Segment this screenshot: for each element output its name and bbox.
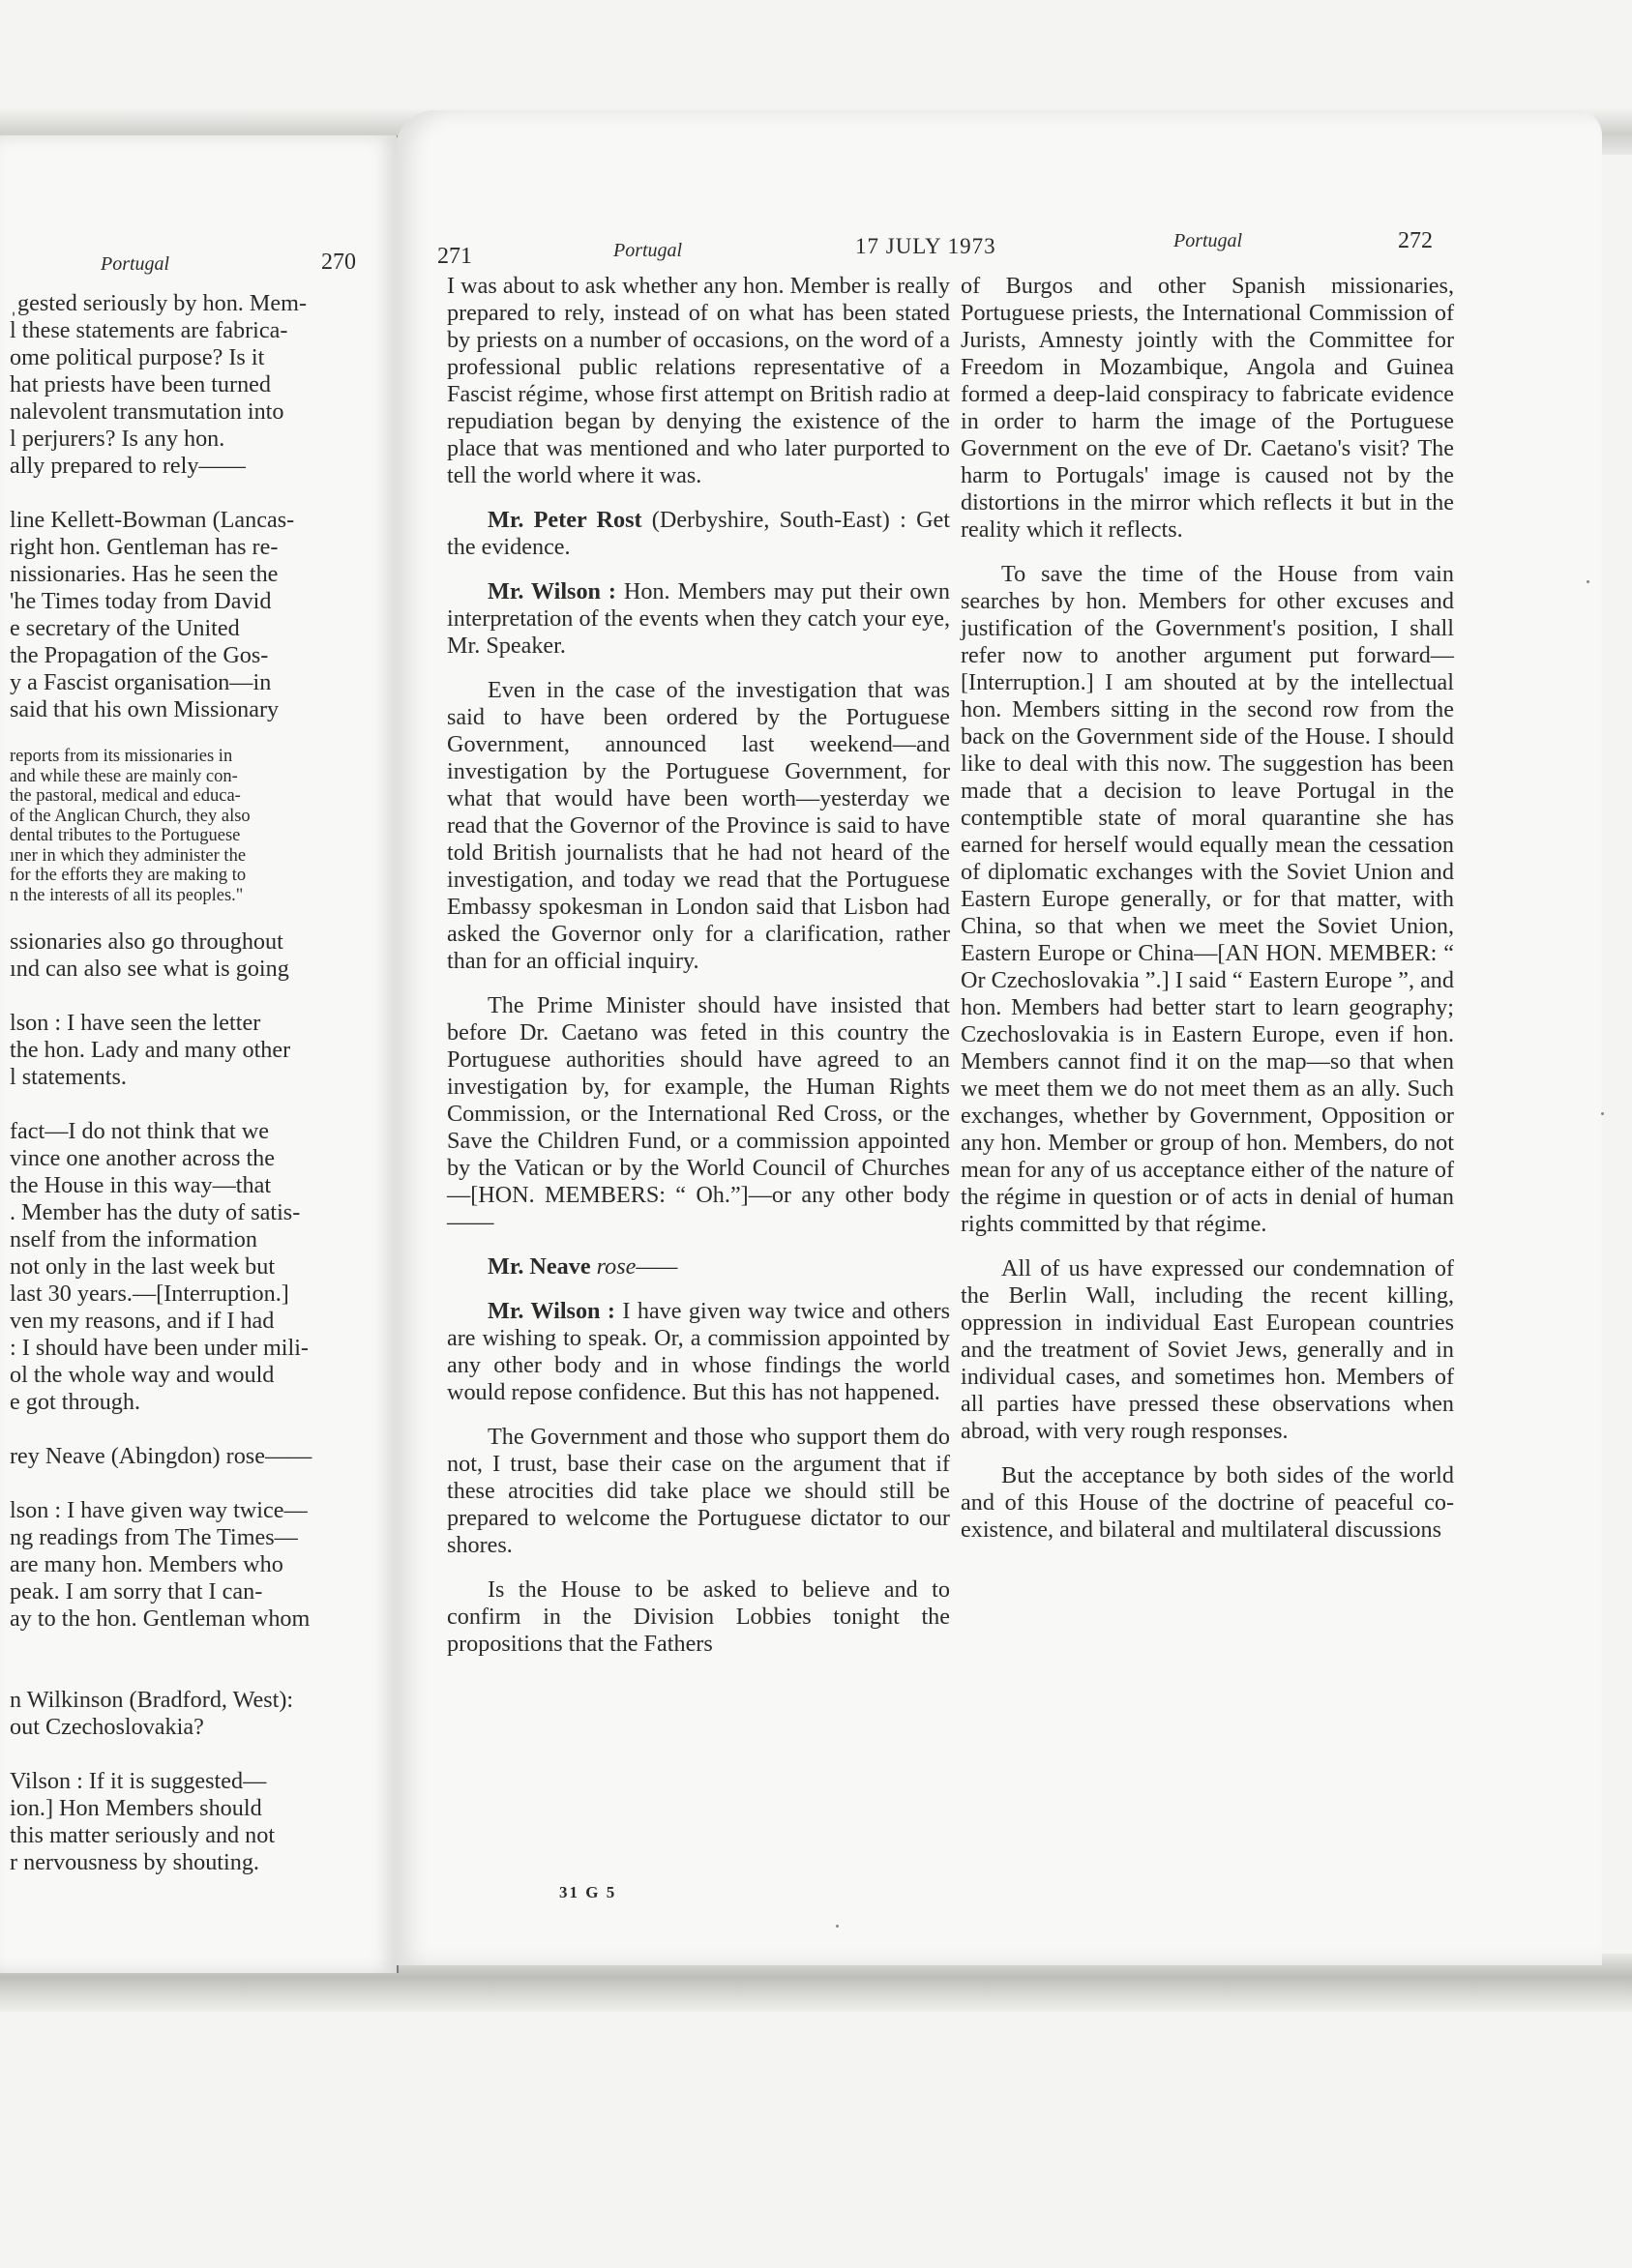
body-paragraph: The Prime Minister should have insisted that before Dr. Caetano was feted in this country the Portuguese authorities should have agreed to an investigation by, for example, the Human Rights Commission, or the International Red Cross, or the Save the Children Fund, or a commission appointed by the Vatican or by the World Council of Churches—[HON. MEMBERS: “ Oh.”]—or any other body—— (447, 992, 950, 1235)
right-page-left-section: Portugal (613, 240, 683, 261)
left-page-line: this matter seriously and not (10, 1822, 276, 1848)
left-page-line (10, 1470, 382, 1497)
scan-speck (1601, 1112, 1604, 1115)
left-page-line: ay to the hon. Gentleman whom (10, 1605, 311, 1632)
right-page-left-number: 271 (437, 244, 472, 269)
speaker-paragraph (447, 1253, 950, 1281)
body-paragraph: All of us have expressed our condemnation of the Berlin Wall, including the recent killing, oppression in individual East European countries and the treatment of Soviet Jews, generally and in individual cases, and sometimes hon. Members of all parties have pressed these observations when abroad, with very rough responses. (961, 1255, 1454, 1444)
left-page-line: ion.] Hon Members should (10, 1795, 262, 1821)
left-page-line: lson : I have given way twice— (10, 1497, 308, 1523)
left-page-line: peak. I am sorry that I can- (10, 1578, 263, 1605)
left-page-line: 'he Times today from David (10, 588, 272, 614)
left-page-line: ˌgested seriously by hon. Mem- (10, 290, 307, 316)
left-page-section-title: Portugal (101, 253, 170, 275)
left-page-line: n Wilkinson (Bradford, West): (10, 1687, 294, 1713)
hansard-column-271 (447, 273, 950, 1675)
left-page-line: the pastoral, medical and educa- (10, 786, 241, 806)
left-page-line: ng readings from The Times— (10, 1524, 298, 1550)
scan-speck (836, 1925, 839, 1928)
left-page-line (10, 1416, 382, 1443)
left-page-line: line Kellett-Bowman (Lancas- (10, 507, 295, 533)
left-page-line (10, 480, 382, 507)
left-page-line: nself from the information (10, 1226, 257, 1252)
right-page-right-section: Portugal (1173, 230, 1243, 251)
left-page-line: ınd can also see what is going (10, 956, 289, 982)
left-page-line: fact—I do not think that we (10, 1118, 270, 1144)
speaker-text: rose—— (590, 1253, 678, 1280)
left-page-line: out Czechoslovakia? (10, 1714, 204, 1740)
speaker-text: Hon. Members may put their own interpretation of the events when they catch your eye, Mr. Speaker. (447, 578, 950, 659)
left-page-line: said that his own Missionary (10, 696, 280, 722)
body-paragraph: Is the House to be asked to believe and to confirm in the Division Lobbies tonight the propositions that the Fathers (447, 1576, 950, 1657)
speaker-paragraph (447, 507, 950, 561)
speaker-name: Mr. Wilson : (488, 578, 616, 604)
left-page-line: e secretary of the United (10, 615, 240, 641)
left-page-line (10, 1741, 382, 1768)
speaker-text: I have given way twice and others are wishing to speak. Or, a commission appointed by any other body and in whose findings the world would repose confidence. But this has not happened. (447, 1298, 950, 1405)
left-page-line: e got through. (10, 1389, 141, 1415)
body-paragraph: But the acceptance by both sides of the world and of this House of the doctrine of peaceful co-existence, and bilateral and multilateral discussions (961, 1462, 1454, 1543)
scan-speck (1587, 580, 1589, 583)
left-page-line: of the Anglican Church, they also (10, 806, 251, 826)
left-page-line: l perjurers? Is any hon. (10, 426, 225, 452)
left-page-line: ally prepared to rely—— (10, 453, 246, 479)
left-page-line: rey Neave (Abingdon) rose—— (10, 1443, 312, 1469)
left-page-line: vince one another across the (10, 1145, 276, 1171)
left-page-line: ome political purpose? Is it (10, 344, 265, 370)
left-page-line: nissionaries. Has he seen the (10, 561, 279, 587)
left-page-line: not only in the last week but (10, 1253, 276, 1280)
speaker-name: Mr. Wilson : (488, 1298, 615, 1324)
left-page-line: ıner in which they administer the (10, 845, 247, 866)
body-paragraph: To save the time of the House from vain searches by hon. Members for other excuses and justification of the Government's position, I shall refer now to another argument put forward—[Interruption.] I am shouted at by the intellectual hon. Members sitting in the second row from the back on the Government side of the House. I should like to deal with this now. The suggestion has been made that a decision to leave Portugal in the contemptible state of moral quarantine she has earned for herself would equally mean the cessation of diplomatic exchanges with the Soviet Union and Eastern Europe generally, or for that matter, with China, so that when we meet the Soviet Union, Eastern Europe or China—[AN HON. MEMBER: “ Or Czechoslovakia ”.] I said “ Eastern Europe ”, and hon. Members had better start to learn geography; Czechoslovakia is in Eastern Europe, even if hon. Members cannot find it on the map—so that when we meet them we do not meet them as an ally. Such exchanges, whether by Government, Opposition or any hon. Member or group of hon. Members, do not mean for any of us acceptance either of the nature of the régime in question or of acts in denial of human rights committed by that régime. (961, 561, 1454, 1237)
left-page-line: . Member has the duty of satis- (10, 1199, 301, 1225)
left-page-line: y a Fascist organisation—in (10, 669, 272, 695)
speaker-paragraph (447, 578, 950, 660)
right-page-right-number: 272 (1398, 228, 1433, 253)
left-page-line: reports from its missionaries in (10, 747, 233, 766)
left-page-line (10, 1660, 382, 1687)
left-page-line: l these statements are fabrica- (10, 317, 288, 343)
left-page-line (10, 1091, 382, 1118)
left-page-line: for the efforts they are making to (10, 866, 247, 885)
left-page-line: dental tributes to the Portuguese (10, 826, 241, 845)
left-page-line: ven my reasons, and if I had (10, 1308, 275, 1334)
body-paragraph: Even in the case of the investigation that was said to have been ordered by the Portuguese Government, announced last weekend—and investigation by the Portuguese Government, for what that would have been worth—yesterday we read that the Governor of the Province is said to have told British journalists that he had not heard of the investigation, and today we read that the Portuguese Embassy spokesman in London said that Lisbon had asked the Governor only for a clarification, rather than for an official inquiry. (447, 677, 950, 974)
page-date: 17 JULY 1973 (855, 234, 996, 258)
left-page-line: last 30 years.—[Interruption.] (10, 1281, 289, 1307)
speaker-name: Mr. Peter Rost (488, 507, 642, 533)
left-page-line: are many hon. Members who (10, 1551, 283, 1577)
left-page-line: nalevolent transmutation into (10, 398, 284, 425)
speaker-text: (Derbyshire, South-East) : Get the evidence. (447, 507, 950, 560)
left-page-number: 270 (321, 250, 356, 275)
body-paragraph: The Government and those who support them do not, I trust, base their case on the argument that if these atrocities did take place we should still be prepared to welcome the Portuguese dictator to our shores. (447, 1424, 950, 1558)
left-page-line: l statements. (10, 1064, 127, 1090)
left-page-line: hat priests have been turned (10, 371, 271, 398)
left-page-line: the House in this way—that (10, 1172, 272, 1198)
left-page-line: the hon. Lady and many other (10, 1037, 291, 1063)
left-page-line: and while these are mainly con- (10, 766, 238, 786)
body-paragraph: of Burgos and other Spanish missionaries, Portuguese priests, the International Commission of Jurists, Amnesty jointly with the Committee for Freedom in Mozambique, Angola and Guinea formed a deep-laid conspiracy to fabricate evidence in order to harm the image of the Portuguese Government on the eve of Dr. Caetano's visit? The harm to Portugals' image is caused not by the distortions in the mirror which reflects it but in the reality which it reflects. (961, 273, 1454, 543)
left-page-line: ssionaries also go throughout (10, 928, 283, 955)
left-page-line: Vilson : If it is suggested— (10, 1768, 267, 1794)
left-page-line: r nervousness by shouting. (10, 1849, 259, 1875)
left-page-line: the Propagation of the Gos- (10, 642, 269, 668)
printer-signature-mark: 31 G 5 (559, 1883, 617, 1901)
left-page-line: right hon. Gentleman has re- (10, 534, 279, 560)
body-paragraph: I was about to ask whether any hon. Member is really prepared to rely, instead of on what has been stated by priests on a number of occasions, on the word of a professional public relations representative of a Fascist régime, whose first attempt on British radio at repudiation began by denying the existence of the place that was mentioned and who later purported to tell the world where it was. (447, 273, 950, 488)
left-page-line: lson : I have seen the letter (10, 1010, 261, 1036)
left-page-line (10, 983, 382, 1010)
speaker-paragraph (447, 1298, 950, 1406)
left-page-line: : I should have been under mili- (10, 1335, 309, 1361)
left-page-column (10, 290, 382, 1876)
left-page-line: n the interests of all its peoples." (10, 885, 244, 905)
speaker-name: Mr. Neave (488, 1253, 591, 1280)
hansard-column-272 (961, 273, 1454, 1561)
left-page-line (10, 1633, 382, 1660)
left-page-line: ol the whole way and would (10, 1362, 275, 1388)
